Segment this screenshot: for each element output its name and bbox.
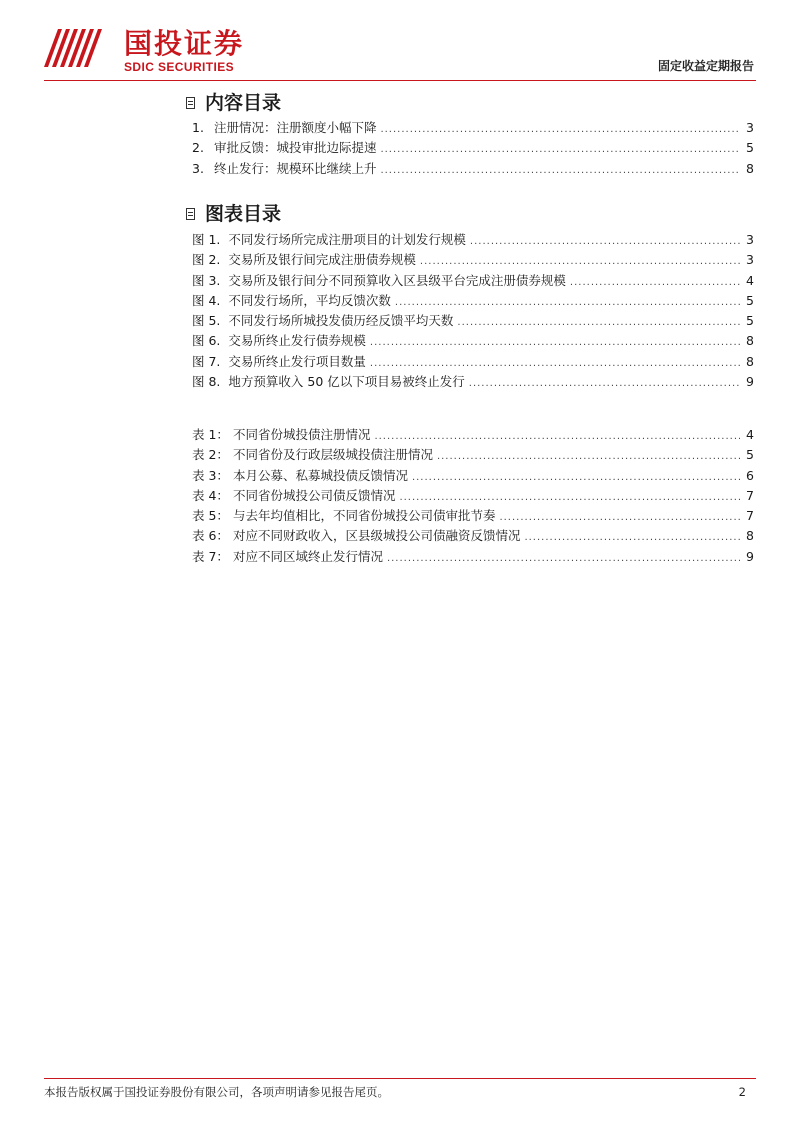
document-icon [186,208,195,220]
page-number: 2 [738,1085,746,1099]
dot-leader [570,273,740,293]
table-entry-number: 表 4： [192,487,229,503]
chart-entry-number: 图 8. [192,374,221,390]
chart-entry-page: 3 [746,232,754,247]
dot-leader [370,333,740,353]
dot-leader [380,140,740,160]
toc-entry-text: 注册情况：注册额度小幅下降 [213,120,377,135]
table-entry-text: 与去年均值相比，不同省份城投公司债审批节奏 [232,508,496,524]
toc-entry[interactable] [192,118,754,138]
document-icon [186,97,195,109]
copyright-notice: 本报告版权属于国投证券股份有限公司，各项声明请参见报告尾页。 [44,1085,389,1099]
table-entry-number: 表 6： [192,528,229,544]
chart-entry-text: 交易所终止发行债券规模 [228,333,366,349]
dot-leader [499,508,740,528]
footer-divider [44,1078,756,1079]
table-entry[interactable] [192,445,754,465]
table-entry-text: 本月公募、私募城投债反馈情况 [232,467,408,483]
toc-entry-text: 终止发行：规模环比继续上升 [213,160,377,176]
dot-leader [380,161,740,181]
dot-leader [374,427,740,447]
chart-entry-text: 不同发行场所，平均反馈次数 [228,292,391,308]
table-entry-page: 5 [746,447,754,463]
dot-leader [370,354,740,374]
table-entry-page: 9 [746,548,754,564]
contents-list [192,118,754,179]
table-entry[interactable] [192,486,754,506]
dot-leader [524,528,740,548]
logo-stripes-icon [44,29,106,71]
chart-entry-page: 3 [746,252,754,268]
dot-leader [470,232,740,252]
toc-entry-number: 3. [192,160,204,176]
contents-title-text: 内容目录 [205,92,282,114]
dot-leader [457,313,740,333]
figures-title-text: 图表目录 [205,203,282,225]
chart-entry-number: 图 7. [192,353,221,369]
chart-list [192,230,754,392]
chart-entry-number: 图 5. [192,313,221,329]
chart-entry-number: 图 1. [192,232,221,247]
chart-entry[interactable] [192,352,754,372]
chart-entry-page: 9 [746,374,754,390]
report-type-label: 固定收益定期报告 [657,59,754,73]
table-entry-page: 7 [746,508,754,524]
chart-entry[interactable] [192,291,754,311]
dot-leader [395,293,740,313]
chart-entry[interactable] [192,230,754,250]
toc-entry[interactable] [192,138,754,158]
chart-entry[interactable] [192,271,754,291]
table-entry-text: 对应不同财政收入，区县级城投公司债融资反馈情况 [232,528,521,544]
header-divider [44,80,756,81]
dot-leader [380,120,740,140]
chart-entry-text: 交易所及银行间完成注册债券规模 [228,252,416,268]
toc-entry-page: 8 [746,160,754,176]
table-entry-page: 8 [746,528,754,544]
table-entry-text: 不同省份城投公司债反馈情况 [232,487,396,503]
chart-entry-text: 交易所及银行间分不同预算收入区县级平台完成注册债券规模 [228,272,566,288]
dot-leader [412,468,740,488]
logo-chinese-name: 国投证券 [124,27,245,60]
chart-entry[interactable] [192,311,754,331]
table-entry[interactable] [192,506,754,526]
table-entry[interactable] [192,526,754,546]
table-entry-number: 表 2： [192,447,229,463]
chart-entry-number: 图 6. [192,333,221,349]
chart-entry-page: 8 [746,353,754,369]
chart-entry-page: 8 [746,333,754,349]
table-entry-page: 7 [746,487,754,503]
table-entry[interactable] [192,547,754,567]
dot-leader [469,374,740,394]
chart-entry[interactable] [192,372,754,392]
chart-entry-text: 交易所终止发行项目数量 [228,353,366,369]
logo-english-name: SDIC SECURITIES [124,60,235,74]
table-entry-number: 表 1： [192,427,229,442]
chart-entry-number: 图 4. [192,292,221,308]
dot-leader [387,549,740,569]
chart-entry-page: 5 [746,292,754,308]
table-entry-page: 6 [746,467,754,483]
toc-entry-page: 3 [746,120,754,135]
table-entry-page: 4 [746,427,754,442]
dot-leader [437,447,740,467]
chart-entry-text: 不同发行场所完成注册项目的计划发行规模 [228,232,466,247]
chart-entry-number: 图 2. [192,252,221,268]
chart-entry[interactable] [192,331,754,351]
dot-leader [420,252,740,272]
toc-entry-page: 5 [746,140,754,156]
toc-entry-text: 审批反馈：城投审批边际提速 [213,140,377,156]
chart-entry-number: 图 3. [192,272,221,288]
chart-entry-page: 5 [746,313,754,329]
toc-entry-number: 2. [192,140,204,156]
toc-entry-number: 1. [192,120,204,135]
table-entry-number: 表 5： [192,508,229,524]
table-entry-text: 不同省份城投债注册情况 [232,427,371,442]
table-list [192,425,754,567]
table-entry-number: 表 3： [192,467,229,483]
chart-entry-page: 4 [746,272,754,288]
table-entry-number: 表 7： [192,548,229,564]
figures-title [186,202,281,226]
chart-entry-text: 地方预算收入 50 亿以下项目易被终止发行 [228,374,465,390]
chart-entry-text: 不同发行场所城投发债历经反馈平均天数 [228,313,454,329]
table-entry[interactable] [192,466,754,486]
dot-leader [399,488,740,508]
table-entry-text: 对应不同区域终止发行情况 [232,548,383,564]
toc-entry[interactable] [192,159,754,179]
table-entry[interactable] [192,425,754,445]
contents-title [186,91,281,115]
page-header [0,0,802,86]
table-entry-text: 不同省份及行政层级城投债注册情况 [232,447,433,463]
chart-entry[interactable] [192,250,754,270]
